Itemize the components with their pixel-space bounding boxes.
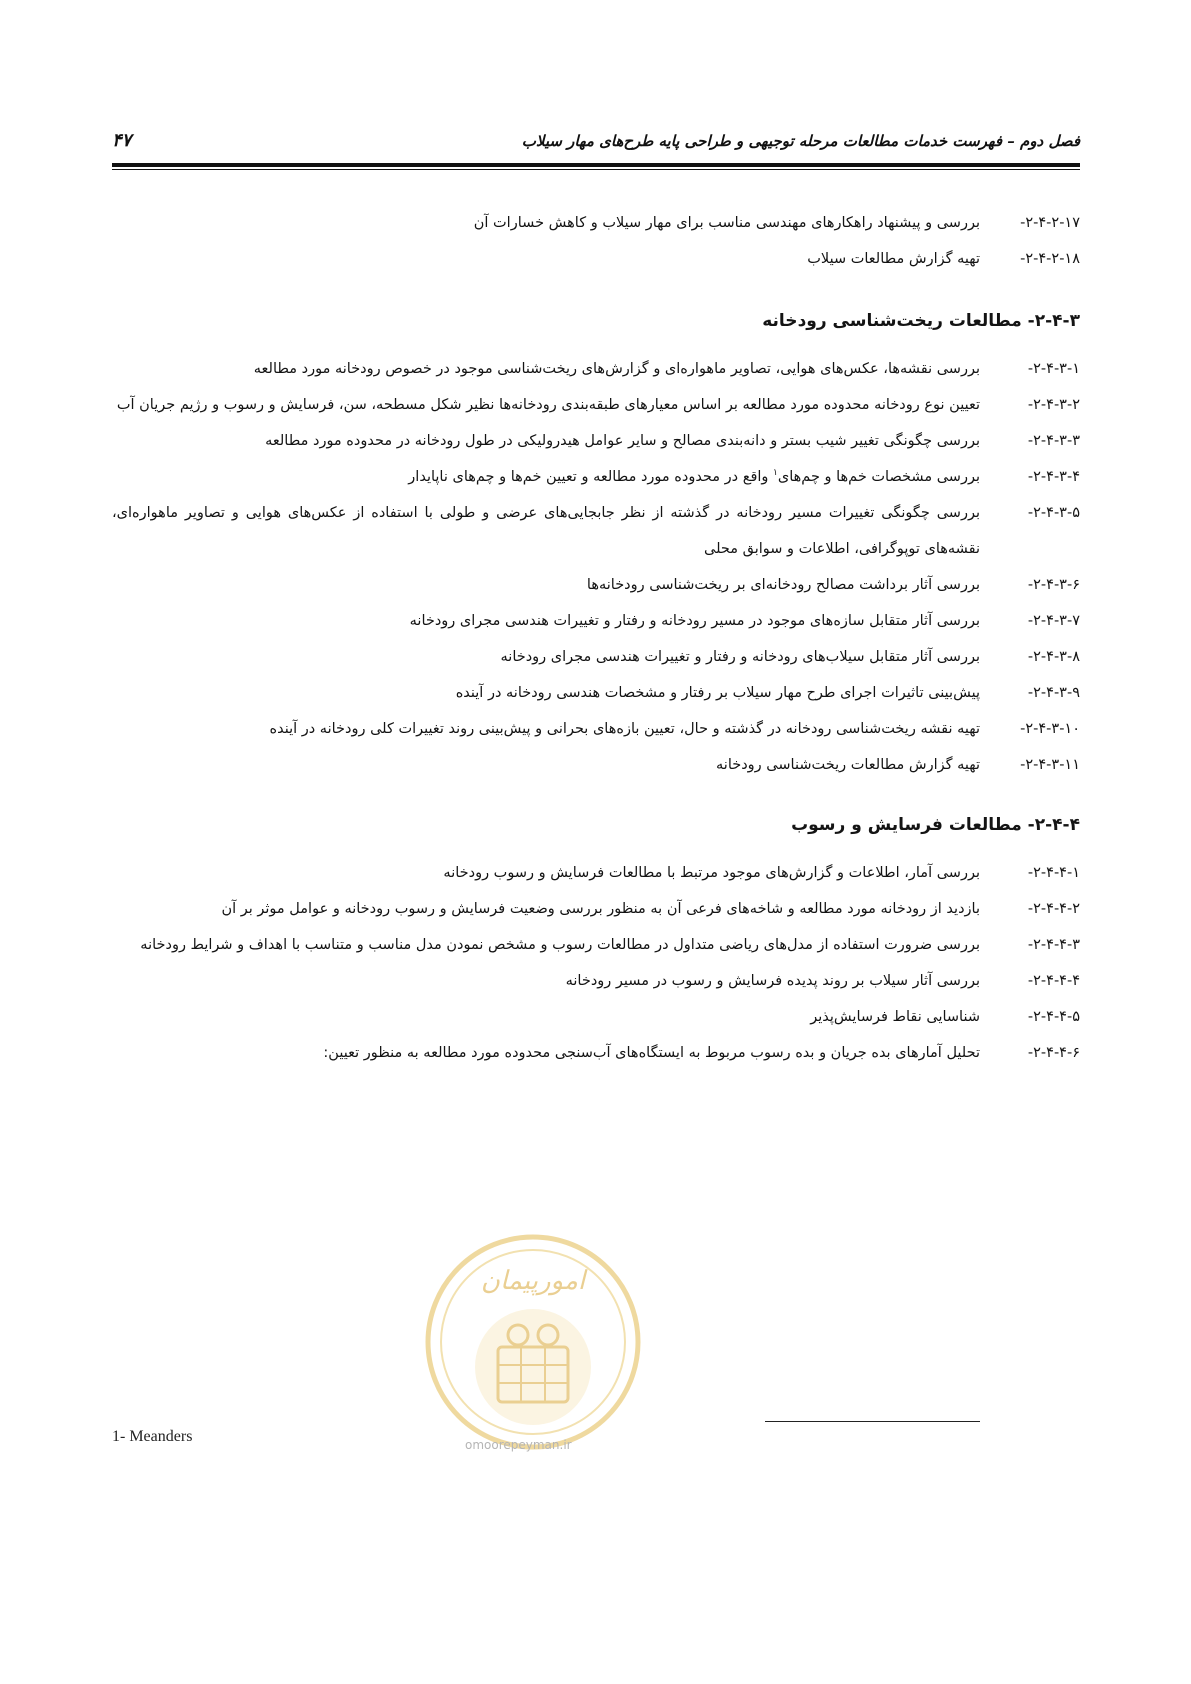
item-number: ۲-۴-۳-۴- [1027,469,1080,485]
list-item [112,711,1080,747]
list-item [112,927,1080,963]
item-text: پیش‌بینی تاثیرات اجرای طرح مهار سیلاب بر رفتار و مشخصات هندسی رودخانه در آینده [455,685,980,701]
page-number: ۴۷ [112,130,132,151]
item-text-continued: واقع در محدوده مورد مطالعه و تعیین خم‌ها و چم‌های ناپایدار [408,469,774,485]
list-item [112,241,1080,277]
item-number: ۲-۴-۳-۵- [1027,505,1080,521]
list-item [112,351,1080,387]
header-title: فصل دوم – فهرست خدمات مطالعات مرحله توجیهی و طراحی پایه طرح‌های مهار سیلاب [521,132,1080,150]
item-number: ۲-۴-۴-۲- [1027,901,1080,917]
list-item [112,205,1080,241]
item-number: ۲-۴-۳-۷- [1027,613,1080,629]
item-text: بررسی آمار، اطلاعات و گزارش‌های موجود مرتبط با مطالعات فرسایش و رسوب رودخانه [443,865,980,881]
item-number: ۲-۴-۴-۴- [1027,973,1080,989]
item-number: ۲-۴-۴-۱- [1027,865,1080,881]
header-rule-thick [112,163,1080,167]
item-number: ۲-۴-۳-۹- [1027,685,1080,701]
watermark-seal-icon [418,1227,648,1457]
list-item [112,891,1080,927]
item-number: ۲-۴-۳-۱۰- [1020,721,1080,737]
list-item [112,603,1080,639]
list-item [112,675,1080,711]
item-number: ۲-۴-۳-۳- [1027,433,1080,449]
watermark-brand-text: امورپیمان [480,1266,586,1296]
list-item [112,963,1080,999]
list-item [112,459,1080,495]
item-text: تهیه گزارش مطالعات سیلاب [807,251,980,267]
section-heading: ۲-۴-۴- مطالعات فرسایش و رسوب [791,815,1080,835]
item-text: بررسی چگونگی تغییرات مسیر رودخانه در گذشته از نظر جابجایی‌های عرضی و طولی با استفاده از عکس‌های هوایی و تصاویر ماهواره‌ای، نقشه‌های توپوگرافی، اطلاعات و سوابق محلی [112,505,980,557]
item-text: بررسی آثار متقابل سیلاب‌های رودخانه و رفتار و تغییرات هندسی مجرای رودخانه [500,649,980,665]
item-number: ۲-۴-۳-۶- [1027,577,1080,593]
item-number: ۲-۴-۴-۵- [1027,1009,1080,1025]
list-item [112,495,1080,567]
item-text: بررسی مشخصات خم‌ها و چم‌های [777,469,980,485]
item-number: ۲-۴-۳-۲- [1027,397,1080,413]
page-header [112,126,1080,162]
item-text: تحلیل آمارهای بده جریان و بده رسوب مربوط به ایستگاه‌های آب‌سنجی محدوده مورد مطالعه به منظور تعیین: [323,1045,980,1061]
item-number: ۲-۴-۴-۶- [1027,1045,1080,1061]
item-text: بازدید از رودخانه مورد مطالعه و شاخه‌های فرعی آن به منظور بررسی وضعیت فرسایش و رسوب رودخانه و عوامل موثر بر آن [221,901,980,917]
section-heading: ۲-۴-۳- مطالعات ریخت‌شناسی رودخانه [762,311,1080,331]
list-item [112,999,1080,1035]
item-text: بررسی آثار سیلاب بر روند پدیده فرسایش و رسوب در مسیر رودخانه [565,973,980,989]
item-text: بررسی آثار برداشت مصالح رودخانه‌ای بر ریخت‌شناسی رودخانه‌ها [586,577,980,593]
item-text: بررسی آثار متقابل سازه‌های موجود در مسیر رودخانه و رفتار و تغییرات هندسی مجرای رودخانه [409,613,980,629]
item-text: بررسی ضرورت استفاده از مدل‌های ریاضی متداول در مطالعات رسوب و مشخص نمودن مدل مناسب و متناسب با اهداف و شرایط رودخانه [140,937,980,953]
list-item [112,567,1080,603]
item-number: ۲-۴-۴-۳- [1027,937,1080,953]
header-rule-thin [112,169,1080,170]
list-item [112,1035,1080,1071]
page-body [112,205,1080,1071]
footnote-rule [765,1421,980,1422]
list-item [112,747,1080,783]
item-text: تعیین نوع رودخانه محدوده مورد مطالعه بر اساس معیارهای طبقه‌بندی رودخانه‌ها نظیر شکل مسطحه، سن، فرسایش و رسوب و رژیم جریان آب [116,397,980,413]
item-text: بررسی نقشه‌ها، عکس‌های هوایی، تصاویر ماهواره‌ای و گزارش‌های ریخت‌شناسی موجود در خصوص رودخانه مورد مطالعه [253,361,980,377]
item-number: ۲-۴-۲-۱۷- [1020,215,1080,231]
list-item [112,423,1080,459]
item-number: ۲-۴-۳-۸- [1027,649,1080,665]
item-text: تهیه گزارش مطالعات ریخت‌شناسی رودخانه [716,757,980,773]
list-item [112,855,1080,891]
item-text: بررسی چگونگی تغییر شیب بستر و دانه‌بندی مصالح و سایر عوامل هیدرولیکی در طول رودخانه در محدوده مورد مطالعه [265,433,980,449]
list-item [112,639,1080,675]
item-number: ۲-۴-۳-۱- [1027,361,1080,377]
footnote: 1- Meanders [112,1428,193,1445]
item-text: شناسایی نقاط فرسایش‌پذیر [810,1009,980,1025]
item-number: ۲-۴-۳-۱۱- [1020,757,1080,773]
item-text: تهیه نقشه ریخت‌شناسی رودخانه در گذشته و حال، تعیین بازه‌های بحرانی و پیش‌بینی روند تغییرات کلی رودخانه در آینده [269,721,980,737]
footnote-marker: ۱ [773,468,778,479]
item-number: ۲-۴-۲-۱۸- [1020,251,1080,267]
watermark-url: omoorepeyman.ir [465,1438,572,1452]
list-item [112,387,1080,423]
item-text: بررسی و پیشنهاد راهکارهای مهندسی مناسب برای مهار سیلاب و کاهش خسارات آن [473,215,980,231]
